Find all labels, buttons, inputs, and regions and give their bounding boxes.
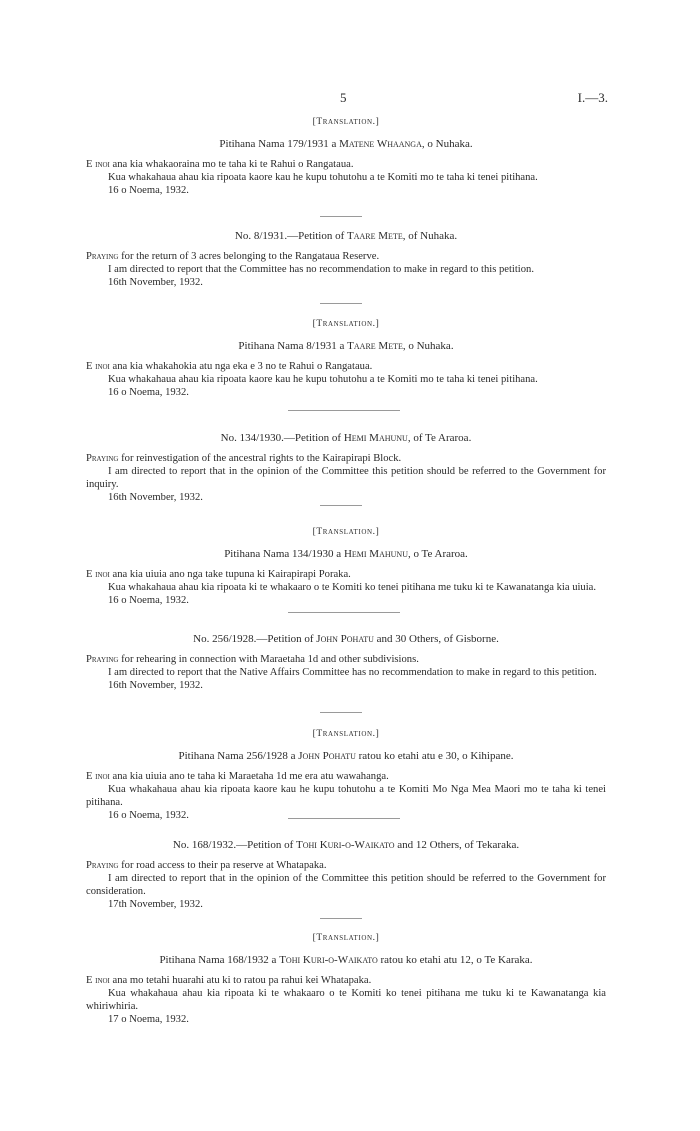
translation-label: [Translation.]	[312, 933, 380, 943]
petition-request: E inoi ana mo tetahi huarahi atu ki to ratou pa rahui kei Whatapaka.	[86, 975, 372, 986]
petition-translation-8-1931	[86, 318, 606, 399]
petition-256-1928	[86, 633, 606, 692]
petition-request: E inoi ana kia uiuia ano te taha ki Maraetaha 1d me era atu wawahanga.	[86, 771, 389, 782]
petitioner-name: Hemi Mahunu	[343, 432, 408, 444]
petition-request: Praying for reinvestigation of the ancestral rights to the Kairapirapi Block.	[86, 453, 402, 464]
section-divider	[288, 410, 400, 411]
committee-report: I am directed to report that in the opinion of the Committee this petition should be referred to the Government for consideration.	[86, 873, 606, 897]
petition-request: Praying for the return of 3 acres belonging to the Rangataua Reserve.	[86, 251, 380, 262]
petitioner-name: Hemi Mahunu	[343, 548, 408, 560]
petition-request: E inoi ana kia whakahokia atu nga eka e 3 no te Rahui o Rangataua.	[86, 361, 373, 372]
section-divider	[320, 216, 362, 217]
report-date: 16 o Noema, 1932.	[108, 185, 189, 196]
translation-label: [Translation.]	[312, 117, 380, 127]
committee-report: Kua whakahaua ahau kia ripoata ki te whakaaro o te Komiti ko tenei pitihana me tuku ki te Kawanatanga kia whiriwhiria.	[86, 988, 606, 1012]
petitioner-name: John Pohatu	[316, 633, 374, 645]
committee-report: Kua whakahaua ahau kia ripoata kaore kau he kupu tohutohu a te Komiti Mo Nga Mea Maori mo te taha ki tenei pitihana.	[86, 784, 606, 808]
petition-heading: Pitihana Nama 256/1928 a John Pohatu ratou ko etahi atu e 30, o Kihipane.	[178, 750, 514, 762]
committee-report: Kua whakahaua ahau kia ripoata kaore kau he kupu tohutohu a te Komiti mo te taha ki tenei pitihana.	[108, 172, 538, 183]
section-divider	[320, 712, 362, 713]
report-date: 17 o Noema, 1932.	[108, 1014, 189, 1025]
committee-report: I am directed to report that the Committee has no recommendation to make in regard to this petition.	[108, 264, 534, 275]
committee-report: I am directed to report that in the opinion of the Committee this petition should be referred to the Government for inquiry.	[86, 466, 606, 490]
document-reference: I.—3.	[577, 90, 608, 105]
petitioner-name: Tohi Kuri-o-Waikato	[279, 954, 378, 966]
committee-report: Kua whakahaua ahau kia ripoata kaore kau he kupu tohutohu a te Komiti mo te taha ki tenei pitihana.	[108, 374, 538, 385]
petition-translation-134-1930	[86, 526, 606, 607]
report-date: 17th November, 1932.	[108, 899, 203, 910]
committee-report: Kua whakahaua ahau kia ripoata ki te whakaaro o te Komiti ko tenei pitihana me tuku ki te Kawanatanga kia uiuia.	[108, 582, 597, 593]
section-divider	[320, 303, 362, 304]
petition-8-1931	[86, 230, 606, 289]
petition-request: Praying for road access to their pa reserve at Whatapaka.	[86, 860, 327, 871]
petition-134-1930	[86, 432, 606, 504]
section-divider	[320, 505, 362, 506]
report-date: 16th November, 1932.	[108, 277, 203, 288]
translation-label: [Translation.]	[312, 319, 380, 329]
petition-request: E inoi ana kia whakaoraina mo te taha ki te Rahui o Rangataua.	[86, 159, 354, 170]
petition-request: E inoi ana kia uiuia ano nga take tupuna ki Kairapirapi Poraka.	[86, 569, 351, 580]
section-divider	[288, 612, 400, 613]
report-date: 16 o Noema, 1932.	[108, 810, 189, 821]
petitioner-name: Tohi Kuri-o-Waikato	[296, 839, 395, 851]
petitioner-name: John Pohatu	[298, 750, 356, 762]
petition-heading: Pitihana Nama 168/1932 a Tohi Kuri-o-Waikato ratou ko etahi atu 12, o Te Karaka.	[159, 954, 533, 966]
section-divider	[288, 818, 400, 819]
committee-report: I am directed to report that the Native Affairs Committee has no recommendation to make in regard to this petition.	[108, 667, 597, 678]
page-number: 5	[340, 90, 347, 105]
petition-168-1932	[86, 839, 606, 911]
report-date: 16 o Noema, 1932.	[108, 595, 189, 606]
report-date: 16 o Noema, 1932.	[108, 387, 189, 398]
petition-request: Praying for rehearing in connection with Maraetaha 1d and other subdivisions.	[86, 654, 419, 665]
petition-heading: Pitihana Nama 8/1931 a Taare Mete, o Nuhaka.	[238, 340, 454, 352]
petition-heading: No. 256/1928.—Petition of John Pohatu and 30 Others, of Gisborne.	[193, 633, 499, 645]
petitioner-name: Matene Whaanga	[339, 138, 422, 150]
report-date: 16th November, 1932.	[108, 492, 203, 503]
translation-label: [Translation.]	[312, 729, 380, 739]
petition-translation-168-1932	[86, 932, 606, 1026]
petitioner-name: Taare Mete	[347, 340, 403, 352]
report-date: 16th November, 1932.	[108, 680, 203, 691]
petition-heading: No. 168/1932.—Petition of Tohi Kuri-o-Waikato and 12 Others, of Tekaraka.	[172, 839, 520, 851]
petition-heading: No. 134/1930.—Petition of Hemi Mahunu, of Te Araroa.	[220, 432, 472, 444]
petition-translation-179-1931	[86, 116, 606, 197]
petition-translation-256-1928	[86, 728, 606, 822]
petition-heading: Pitihana Nama 134/1930 a Hemi Mahunu, o Te Araroa.	[224, 548, 468, 560]
petition-heading: No. 8/1931.—Petition of Taare Mete, of Nuhaka.	[234, 230, 458, 242]
section-divider	[320, 918, 362, 919]
translation-label: [Translation.]	[312, 527, 380, 537]
petitioner-name: Taare Mete	[347, 230, 403, 242]
petition-heading: Pitihana Nama 179/1931 a Matene Whaanga, o Nuhaka.	[219, 138, 473, 150]
